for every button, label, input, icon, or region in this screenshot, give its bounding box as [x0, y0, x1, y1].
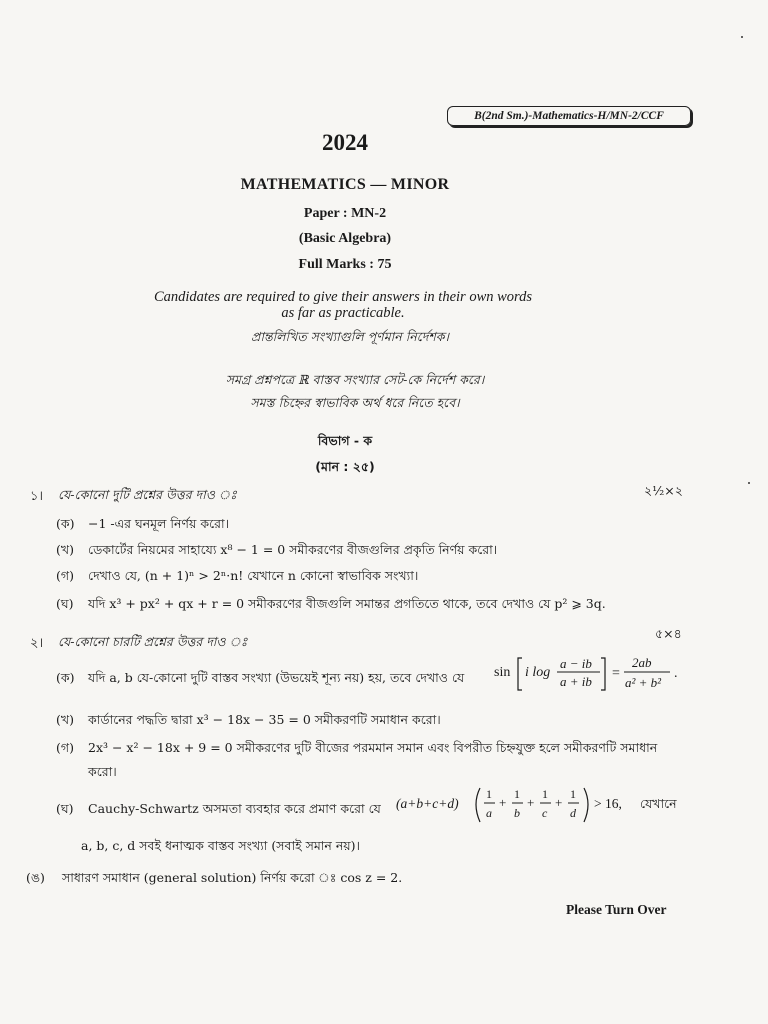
question-2-marks: ৫×৪: [655, 626, 682, 641]
question-1-marks: ২½×২: [644, 483, 683, 498]
q2-gha-formula: [394, 780, 684, 828]
svg-text:a: a: [486, 806, 492, 820]
reciprocal-d: [568, 787, 579, 820]
left-bracket: [518, 658, 522, 690]
instruction-marks-note: প্রান্তলিখিত সংখ্যাগুলি পূর্ণমান নির্দেশক।: [251, 329, 449, 344]
formula-equals: =: [612, 666, 620, 681]
instruction-english-line1: Candidates are required to give their answers in their own words: [153, 289, 533, 305]
formula-result-numerator: 2ab: [632, 655, 652, 670]
q1-item-gha-label: (ঘ): [56, 596, 74, 611]
scan-speck: [741, 36, 743, 38]
formula-ilog: i log: [525, 665, 551, 680]
formula-sin: sin: [494, 665, 511, 680]
formula-relation: > 16,: [594, 796, 622, 811]
q2-item-ga-line2: করো।: [88, 764, 117, 779]
q1-item-gha-text: যদি x³ + px² + qx + r = 0 সমীকরণের বীজগুলি সমান্তর প্রগতিতে থাকে, তবে দেখাও যে p² ⩾ 3q.: [88, 596, 606, 611]
section-title: বিভাগ - ক: [317, 433, 373, 448]
q1-item-kha-label: (খ): [56, 542, 74, 557]
q2-item-kha-label: (খ): [56, 712, 74, 727]
q1-item-ga-label: (গ): [56, 568, 74, 583]
q2-ka-formula: [490, 648, 690, 698]
reciprocal-b: [512, 787, 523, 820]
svg-text:1: 1: [514, 787, 520, 801]
svg-text:b: b: [514, 806, 520, 820]
instruction-symbols-note: সমস্ত চিহ্নের স্বাভাবিক অর্থ ধরে নিতে হবে।: [250, 395, 460, 410]
full-marks: Full Marks : 75: [298, 257, 392, 272]
svg-text:1: 1: [542, 787, 548, 801]
svg-text:+: +: [527, 795, 535, 810]
q2-item-ka-label: (ক): [56, 670, 75, 685]
question-1-number: ১।: [30, 489, 44, 504]
reciprocal-a: [484, 787, 495, 820]
question-1-prompt: যে-কোনো দুটি প্রশ্নের উত্তর দাও ঃ: [58, 487, 237, 502]
svg-text:1: 1: [486, 787, 492, 801]
instruction-reals-note: সমগ্র প্রশ্নপত্রে ℝ বাস্তব সংখ্যার সেট-কে নির্দেশ করে।: [225, 372, 485, 387]
svg-text:d: d: [570, 806, 576, 820]
instruction-english-line2: as far as practicable.: [281, 305, 405, 321]
paper-code-box: B(2nd Sm.)-Mathematics-H/MN-2/CCF: [447, 106, 691, 126]
please-turn-over: Please Turn Over: [566, 902, 667, 917]
paper-code: Paper : MN-2: [303, 206, 387, 221]
q2-item-gha-label: (ঘ): [56, 801, 74, 816]
exam-year: 2024: [322, 130, 368, 155]
q2-item-ga-line1: 2x³ − x² − 18x + 9 = 0 সমীকরণের দুটি বীজের পরমমান সমান এবং বিপরীত চিহ্নযুক্ত হলে সমীকরণটি সমাধান: [88, 740, 658, 755]
q2-item-ga-label: (গ): [56, 740, 74, 755]
svg-text:1: 1: [570, 787, 576, 801]
q2-item-kha-text: কার্ডানের পদ্ধতি দ্বারা x³ − 18x − 35 = 0 সমীকরণটি সমাধান করো।: [88, 712, 441, 727]
q2-item-ka-text: যদি a, b যে-কোনো দুটি বাস্তব সংখ্যা (উভয়েই শূন্য নয়) হয়, তবে দেখাও যে: [88, 670, 465, 685]
q2-item-gha-text: Cauchy-Schwartz অসমতা ব্যবহার করে প্রমাণ করো যে: [88, 801, 381, 816]
svg-text:+: +: [555, 795, 563, 810]
reciprocal-c: [540, 787, 551, 820]
q2-item-uma-label: (ঙ): [26, 870, 45, 885]
right-paren: [584, 788, 588, 822]
scan-speck: [748, 482, 750, 484]
subject-title: MATHEMATICS — MINOR: [240, 176, 450, 193]
left-paren: [476, 788, 480, 822]
svg-text:c: c: [542, 806, 548, 820]
q1-item-ga-text: দেখাও যে, (n + 1)ⁿ > 2ⁿ·n! যেখানে n কোনো স্বাভাবিক সংখ্যা।: [88, 568, 419, 583]
q2-item-gha-line2: a, b, c, d সবই ধনাত্মক বাস্তব সংখ্যা (সবাই সমান নয়)।: [81, 838, 361, 853]
formula-denominator: a + ib: [560, 674, 592, 689]
formula-period: .: [674, 666, 678, 681]
formula-where: যেখানে: [640, 797, 677, 811]
q1-item-ka-text: −1 -এর ঘনমূল নির্ণয় করো।: [88, 516, 230, 531]
right-bracket: [601, 658, 605, 690]
paper-topic: (Basic Algebra): [298, 231, 392, 246]
formula-sum: (a+b+c+d): [396, 796, 459, 811]
svg-text:+: +: [499, 795, 507, 810]
question-2-prompt: যে-কোনো চারটি প্রশ্নের উত্তর দাও ঃ: [58, 634, 248, 649]
section-marks: (মান : ২৫): [315, 459, 375, 474]
q1-item-kha-text: ডেকার্টের নিয়মের সাহায্যে x⁸ − 1 = 0 সমীকরণের বীজগুলির প্রকৃতি নির্ণয় করো।: [88, 542, 498, 557]
formula-numerator: a − ib: [560, 656, 592, 671]
q1-item-ka-label: (ক): [56, 516, 75, 531]
question-2-number: ২।: [30, 636, 44, 651]
q2-item-uma-text: সাধারণ সমাধান (general solution) নির্ণয় করো ঃ cos z = 2.: [62, 870, 403, 885]
formula-result-denominator: a² + b²: [625, 675, 662, 690]
